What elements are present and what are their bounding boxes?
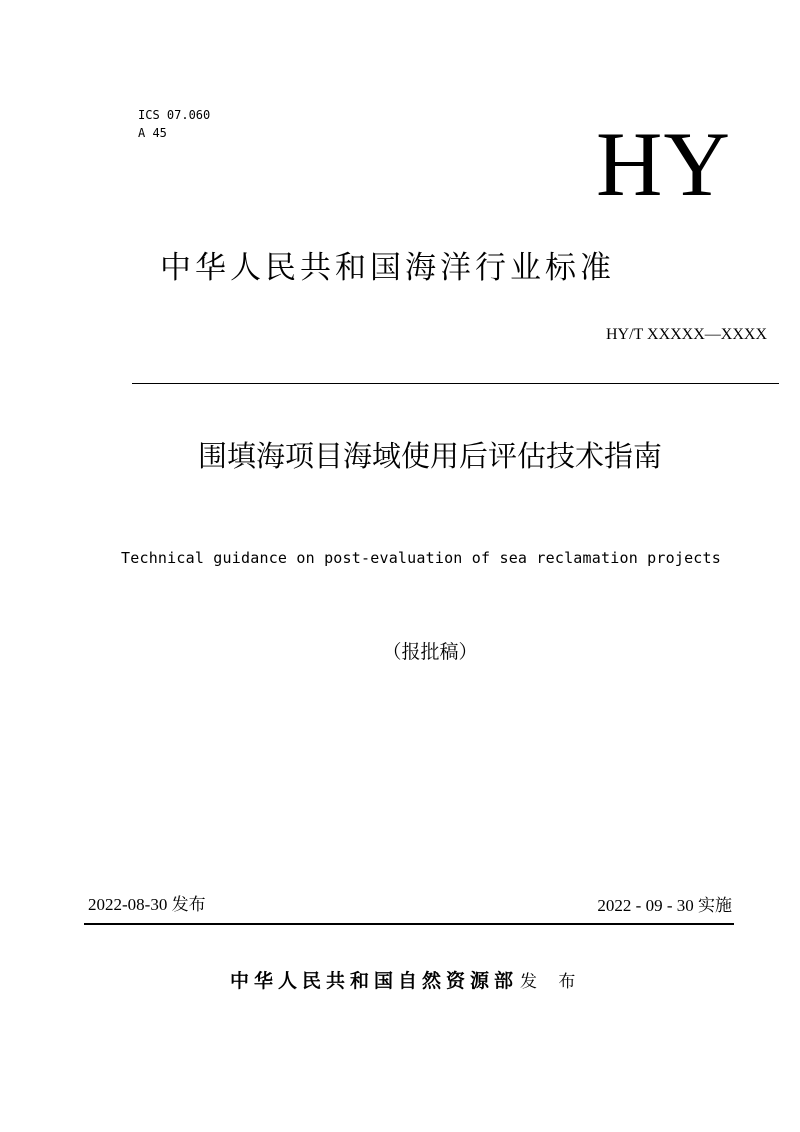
bottom-divider	[84, 923, 734, 925]
draft-status: （报批稿）	[382, 641, 478, 663]
publisher-suffix: 发 布	[520, 972, 584, 992]
publisher-line	[230, 966, 583, 993]
document-title-en: Technical guidance on post-evaluation of sea reclamation projects	[121, 549, 721, 567]
top-divider	[132, 383, 779, 384]
standard-logo: HY	[596, 113, 731, 215]
implementation-date: 2022 - 09 - 30 实施	[597, 896, 732, 915]
ccs-code: A 45	[138, 126, 167, 140]
classification-codes	[138, 106, 210, 142]
ics-code: ICS 07.060	[138, 108, 211, 122]
publisher-name: 中华人民共和国自然资源部	[230, 970, 519, 992]
standard-number: HY/T XXXXX—XXXX	[605, 326, 767, 343]
document-title-zh: 围填海项目海域使用后评估技术指南	[197, 439, 662, 473]
issue-date: 2022-08-30 发布	[88, 895, 206, 914]
org-title: 中华人民共和国海洋行业标准	[160, 250, 615, 286]
